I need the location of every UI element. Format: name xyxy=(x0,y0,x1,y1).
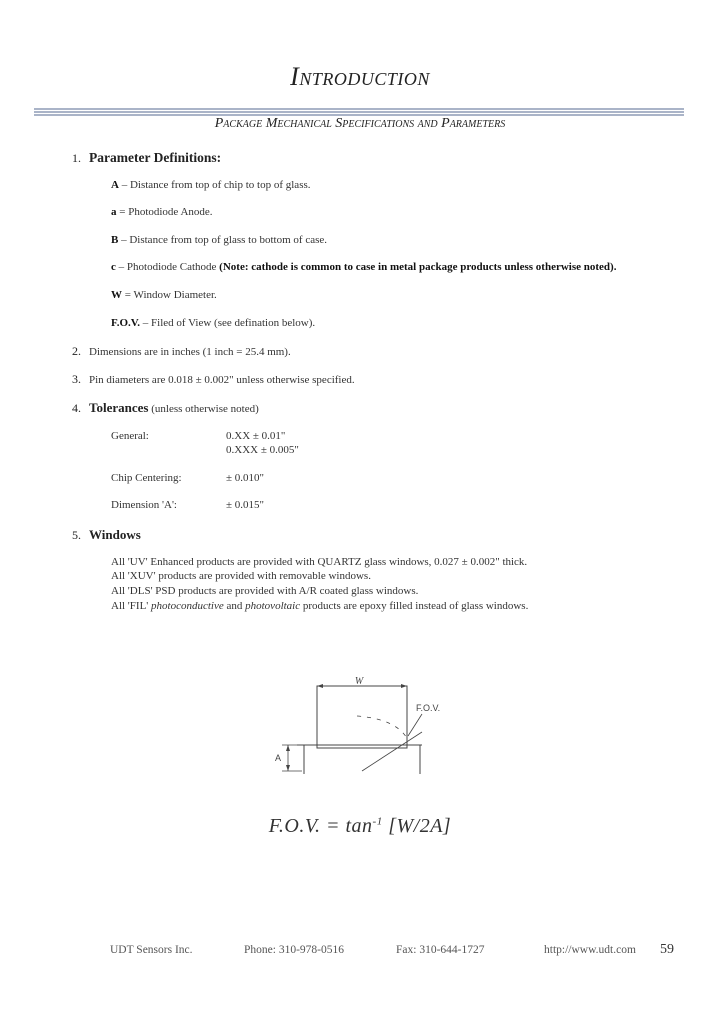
windows-line: All 'UV' Enhanced products are provided with QUARTZ glass windows, 0.027 ± 0.002" thick. xyxy=(111,556,528,568)
section-5-heading xyxy=(72,527,141,543)
section-number: 2. xyxy=(72,344,81,358)
definition-text: – Photodiode Cathode xyxy=(115,261,220,273)
windows-italic: photovoltaic xyxy=(245,600,301,612)
fov-formula xyxy=(0,815,720,838)
windows-text: products are epoxy filled instead of glass windows. xyxy=(300,600,529,612)
a-label: A xyxy=(275,753,282,763)
definition-c xyxy=(111,261,616,273)
section-number: 4. xyxy=(72,401,81,415)
section-note: (unless otherwise noted) xyxy=(148,403,259,415)
section-title: Windows xyxy=(89,527,141,542)
title-rule xyxy=(34,108,684,110)
definition-FOV xyxy=(111,317,315,329)
section-number: 3. xyxy=(72,372,81,386)
definition-text: – Distance from top of glass to bottom of case. xyxy=(118,234,327,246)
definition-key: F.O.V. xyxy=(111,317,141,329)
footer-fax: Fax: 310-644-1727 xyxy=(396,944,485,956)
page-number: 59 xyxy=(660,942,674,957)
tolerance-chip-label: Chip Centering: xyxy=(111,472,182,484)
fov-label: F.O.V. xyxy=(416,703,441,713)
windows-line: All 'XUV' products are provided with removable windows. xyxy=(111,570,371,582)
definition-note: (Note: cathode is common to case in metal package products unless otherwise noted). xyxy=(219,261,617,273)
tolerance-dimension-label: Dimension 'A': xyxy=(111,499,177,511)
tolerance-dimension-value: ± 0.015" xyxy=(226,499,265,511)
section-text: Pin diameters are 0.018 ± 0.002" unless otherwise specified. xyxy=(89,374,355,386)
section-4-heading xyxy=(72,400,259,416)
definition-text: = Photodiode Anode. xyxy=(116,206,213,218)
section-text: Dimensions are in inches (1 inch = 25.4 mm). xyxy=(89,346,291,358)
definition-W xyxy=(111,289,217,301)
formula-rhs: [W/2A] xyxy=(382,815,452,837)
footer-company: UDT Sensors Inc. xyxy=(110,944,193,956)
fov-diagram xyxy=(262,674,462,784)
definition-key: A xyxy=(111,179,119,191)
section-3 xyxy=(72,372,355,387)
windows-italic: photoconductive xyxy=(151,600,224,612)
tolerance-general-value: 0.XXX ± 0.005" xyxy=(226,444,299,456)
tolerance-general-label: General: xyxy=(111,430,149,442)
section-1-heading xyxy=(72,150,221,166)
definition-B xyxy=(111,234,327,246)
formula-lhs: F.O.V. = tan xyxy=(268,815,373,837)
fov-ray xyxy=(362,732,422,771)
definition-key: c xyxy=(111,261,116,273)
footer-phone: Phone: 310-978-0516 xyxy=(244,944,344,956)
tolerance-chip-value: ± 0.010" xyxy=(226,472,265,484)
definition-key: B xyxy=(111,234,119,246)
definition-a xyxy=(111,206,213,218)
definition-key: W xyxy=(111,289,122,301)
section-number: 1. xyxy=(72,151,81,165)
w-label: W xyxy=(354,676,364,687)
arrow-left xyxy=(317,684,323,688)
arrow-right xyxy=(401,684,407,688)
definition-key: a xyxy=(111,206,117,218)
tolerance-general-value: 0.XX ± 0.01" xyxy=(226,430,286,442)
fov-pointer xyxy=(408,714,422,736)
footer-url[interactable]: http://www.udt.com xyxy=(544,944,636,956)
windows-text: and xyxy=(223,600,246,612)
page-subtitle: Package Mechanical Specifications and Parameters xyxy=(214,116,506,131)
section-title: Tolerances xyxy=(89,400,149,415)
windows-line: All 'DLS' PSD products are provided with A/R coated glass windows. xyxy=(111,585,419,597)
section-title: Parameter Definitions: xyxy=(89,150,222,165)
title-rule xyxy=(34,111,684,113)
window-outline xyxy=(317,686,407,748)
definition-text: – Distance from top of chip to top of glass. xyxy=(118,179,311,191)
section-2 xyxy=(72,344,291,359)
definition-text: = Window Diameter. xyxy=(122,289,217,301)
arrow-down xyxy=(286,765,290,771)
definition-A xyxy=(111,179,311,191)
section-number: 5. xyxy=(72,528,81,542)
page-title: Introduction xyxy=(290,62,430,91)
windows-text: All 'FIL' xyxy=(111,600,152,612)
definition-text: – Filed of View (see defination below). xyxy=(140,317,316,329)
windows-line xyxy=(111,600,528,612)
arrow-up xyxy=(286,745,290,751)
fov-arc xyxy=(357,716,408,740)
formula-exponent: -1 xyxy=(372,815,383,828)
